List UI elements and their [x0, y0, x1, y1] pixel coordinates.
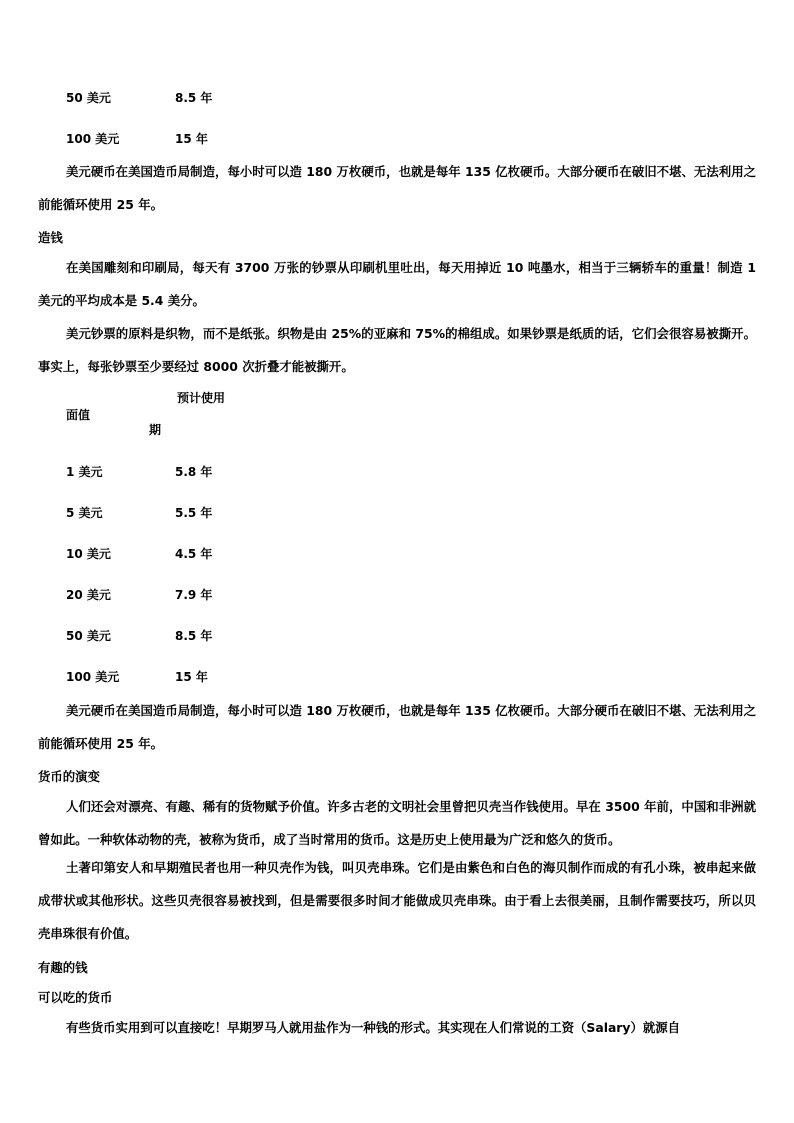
table-main-row [66, 668, 208, 685]
heading-fun-money: 有趣的钱 [38, 960, 88, 975]
making-paragraph-1: 在美国雕刻和印刷局，每天有 3700 万张的钞票从印刷机里吐出，每天用掉近 10 吨墨水，相当于三辆轿车的重量！制造 1 美元的平均成本是 5.4 美分。 [38, 260, 756, 308]
life-cell: 5.8 年 [175, 465, 213, 479]
table-main-row [66, 504, 212, 521]
face-value-cell: 20 美元 [66, 588, 111, 602]
face-value-cell: 50 美元 [66, 91, 111, 105]
evolution-paragraph-2: 土著印第安人和早期殖民者也用一种贝壳作为钱，叫贝壳串珠。它们是由紫色和白色的海贝制作而成的有孔小珠，被串起来做成带状或其他形状。这些贝壳很容易被找到，但是需要很多时间才能做成贝壳串珠。由于看上去很美丽，且制作需要技巧，所以贝壳串珠很有价值。 [38, 860, 756, 941]
face-value-cell: 1 美元 [66, 465, 103, 479]
table-main-row [66, 627, 212, 644]
table-main-row [66, 545, 212, 562]
life-cell: 15 年 [175, 132, 208, 146]
table-main-row [66, 463, 212, 480]
life-cell: 8.5 年 [175, 91, 213, 105]
table-header-expected-use-line2: 期 [149, 423, 162, 437]
table-top-row [66, 130, 208, 147]
life-cell: 4.5 年 [175, 547, 213, 561]
making-paragraph-2: 美元钞票的原料是织物，而不是纸张。织物是由 25%的亚麻和 75%的棉组成。如果钞票是纸质的话，它们会很容易被撕开。事实上，每张钞票至少要经过 8000 次折叠才能被撕开。 [38, 326, 756, 374]
heading-evolution: 货币的演变 [38, 769, 100, 784]
face-value-cell: 100 美元 [66, 132, 120, 146]
heading-edible-money: 可以吃的货币 [38, 990, 113, 1005]
coin-paragraph-2: 美元硬币在美国造币局制造，每小时可以造 180 万枚硬币，也就是每年 135 亿枚硬币。大部分硬币在破旧不堪、无法利用之前能循环使用 25 年。 [38, 703, 756, 751]
evolution-paragraph-1: 人们还会对漂亮、有趣、稀有的货物赋予价值。许多古老的文明社会里曾把贝壳当作钱使用。早在 3500 年前，中国和非洲就曾如此。一种软体动物的壳，被称为货币，成了当时常用的货币。这是历史上使用最为广泛和悠久的货币。 [38, 799, 756, 847]
face-value-cell: 50 美元 [66, 629, 111, 643]
table-top-row [66, 89, 212, 106]
heading-making-money: 造钱 [38, 230, 63, 245]
face-value-cell: 5 美元 [66, 506, 103, 520]
edible-paragraph-1: 有些货币实用到可以直接吃！早期罗马人就用盐作为一种钱的形式。其实现在人们常说的工资（Salary）就源自 [66, 1020, 681, 1035]
table-header-expected-use-line1: 预计使用 [177, 391, 226, 405]
face-value-cell: 100 美元 [66, 670, 120, 684]
life-cell: 7.9 年 [175, 588, 213, 602]
table-header-face-value: 面值 [66, 408, 91, 422]
life-cell: 8.5 年 [175, 629, 213, 643]
table-main-row [66, 586, 212, 603]
coin-paragraph-1: 美元硬币在美国造币局制造，每小时可以造 180 万枚硬币，也就是每年 135 亿枚硬币。大部分硬币在破旧不堪、无法利用之前能循环使用 25 年。 [38, 164, 756, 212]
life-cell: 15 年 [175, 670, 208, 684]
face-value-cell: 10 美元 [66, 547, 111, 561]
life-cell: 5.5 年 [175, 506, 213, 520]
